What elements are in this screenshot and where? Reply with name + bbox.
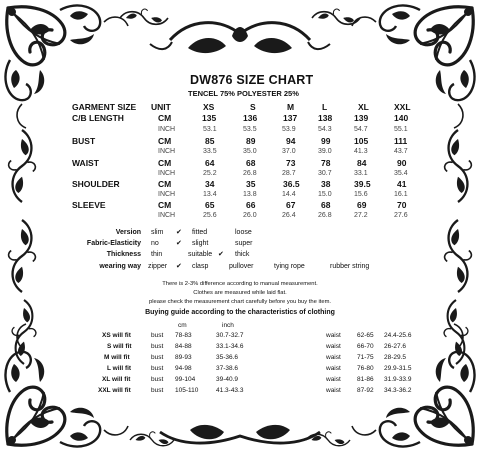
cell-inch: 28.7 (282, 170, 296, 177)
size-header-s: S (250, 102, 256, 112)
cell-inch: 26.0 (243, 212, 257, 219)
attr-option: slim (151, 229, 164, 236)
guide-waist-cm: 81-86 (357, 376, 374, 383)
attr-option: rubber string (330, 263, 370, 270)
cell-inch: 55.1 (394, 126, 408, 133)
guide-waist-cm: 66-70 (357, 343, 374, 350)
size-header-xs: XS (203, 102, 215, 112)
row-label-sleeve: SLEEVE (72, 200, 106, 210)
cell-inch: 30.7 (318, 170, 332, 177)
cell-cm: 135 (202, 113, 217, 123)
guide-waist-inch: 34.3-36.2 (384, 387, 412, 394)
cell-cm: 78 (321, 158, 331, 168)
attr-option: zipper (148, 263, 168, 270)
cell-cm: 69 (357, 200, 367, 210)
cell-cm: 70 (397, 200, 407, 210)
guide-bust-label: bust (151, 332, 164, 339)
cell-inch: 53.5 (243, 126, 257, 133)
unit-inch: INCH (158, 191, 176, 198)
cell-cm: 105 (354, 136, 369, 146)
guide-waist-label: waist (326, 343, 341, 350)
guide-bust-label: bust (151, 387, 164, 394)
cell-cm: 140 (394, 113, 409, 123)
cell-inch: 53.9 (282, 126, 296, 133)
cell-inch: 25.6 (203, 212, 217, 219)
attr-label-fabric-elasticity: Fabric-Elasticity (86, 240, 141, 247)
guide-size: M will fit (104, 354, 130, 361)
cell-cm: 35 (246, 179, 256, 189)
row-label-waist: WAIST (72, 158, 99, 168)
cell-cm: 65 (205, 200, 215, 210)
guide-bust-cm: 94-98 (175, 365, 192, 372)
guide-bust-inch: 41.3-43.3 (216, 387, 244, 394)
guide-bust-inch: 37-38.6 (216, 365, 239, 372)
cell-inch: 41.3 (354, 148, 368, 155)
cell-cm: 68 (246, 158, 256, 168)
guide-size: XL will fit (102, 376, 131, 383)
cell-cm: 94 (286, 136, 296, 146)
page-title: DW876 SIZE CHART (190, 73, 314, 87)
unit-inch: INCH (158, 126, 176, 133)
cell-inch: 35.4 (394, 170, 408, 177)
cell-cm: 139 (354, 113, 369, 123)
guide-header-inch: inch (222, 322, 234, 329)
guide-waist-inch: 29.9-31.5 (384, 365, 412, 372)
cell-cm: 85 (205, 136, 215, 146)
cell-inch: 15.6 (354, 191, 368, 198)
cell-inch: 35.0 (243, 148, 257, 155)
cell-cm: 64 (205, 158, 215, 168)
row-label-cb-length: C/B LENGTH (72, 113, 124, 123)
attr-option: super (235, 240, 253, 247)
cell-cm: 84 (357, 158, 367, 168)
check-icon: ✔ (176, 229, 182, 236)
guide-waist-label: waist (326, 376, 341, 383)
guide-bust-cm: 105-110 (175, 387, 199, 394)
attr-option: thin (151, 251, 163, 258)
attr-label-wearing-way: wearing way (99, 263, 141, 270)
cell-inch: 27.2 (354, 212, 368, 219)
guide-waist-inch: 28-29.5 (384, 354, 407, 361)
cell-inch: 13.4 (203, 191, 217, 198)
cell-cm: 39.5 (354, 179, 371, 189)
attr-option: suitable (188, 251, 213, 258)
guide-bust-inch: 39-40.9 (216, 376, 239, 383)
cell-cm: 41 (397, 179, 407, 189)
guide-bust-cm: 99-104 (175, 376, 196, 383)
cell-cm: 36.5 (283, 179, 300, 189)
unit-cm: CM (158, 158, 172, 168)
unit-inch: INCH (158, 148, 176, 155)
unit-cm: CM (158, 179, 172, 189)
cell-cm: 73 (286, 158, 296, 168)
cell-inch: 16.1 (394, 191, 408, 198)
cell-inch: 43.7 (394, 148, 408, 155)
guide-waist-inch: 24.4-25.6 (384, 332, 412, 339)
guide-waist-label: waist (326, 387, 341, 394)
unit-inch: INCH (158, 170, 176, 177)
cell-inch: 15.0 (318, 191, 332, 198)
cell-inch: 54.7 (354, 126, 368, 133)
note-check-chart: please check the measurement chart carefully before you buy the item. (148, 299, 332, 305)
cell-cm: 38 (321, 179, 331, 189)
row-label-bust: BUST (72, 136, 96, 146)
guide-waist-cm: 71-75 (357, 354, 374, 361)
attr-label-thickness: Thickness (106, 251, 141, 258)
cell-cm: 138 (318, 113, 333, 123)
guide-size: XXL will fit (98, 387, 131, 394)
guide-waist-inch: 26-27.6 (384, 343, 407, 350)
cell-inch: 39.0 (318, 148, 332, 155)
cell-inch: 54.3 (318, 126, 332, 133)
note-laid-flat: Clothes are measured while laid flat. (193, 290, 287, 296)
guide-bust-cm: 78-83 (175, 332, 192, 339)
check-icon: ✔ (218, 251, 224, 258)
attr-option: tying rope (274, 263, 305, 270)
guide-size: XS will fit (102, 332, 131, 339)
guide-bust-cm: 89-93 (175, 354, 192, 361)
attr-option: pullover (229, 263, 254, 270)
guide-waist-cm: 87-92 (357, 387, 374, 394)
guide-bust-inch: 30.7-32.7 (216, 332, 244, 339)
table-header-garment-size: GARMENT SIZE (72, 102, 137, 112)
check-icon: ✔ (176, 240, 182, 247)
unit-cm: CM (158, 113, 172, 123)
guide-bust-inch: 35-36.6 (216, 354, 239, 361)
attr-option: fitted (192, 229, 208, 236)
cell-cm: 90 (397, 158, 407, 168)
table-header-unit: UNIT (151, 102, 171, 112)
cell-inch: 14.4 (282, 191, 296, 198)
cell-cm: 67 (286, 200, 296, 210)
cell-inch: 26.4 (282, 212, 296, 219)
guide-size: S will fit (107, 343, 132, 350)
unit-inch: INCH (158, 212, 176, 219)
guide-bust-label: bust (151, 354, 164, 361)
cell-inch: 13.8 (243, 191, 257, 198)
cell-inch: 26.8 (243, 170, 257, 177)
buying-guide-title: Buying guide according to the characteristics of clothing (145, 309, 335, 316)
guide-waist-label: waist (326, 365, 341, 372)
unit-cm: CM (158, 136, 172, 146)
material-composition: TENCEL 75% POLYESTER 25% (188, 89, 299, 98)
cell-cm: 136 (243, 113, 258, 123)
cell-cm: 89 (246, 136, 256, 146)
unit-cm: CM (158, 200, 172, 210)
size-header-xl: XL (358, 102, 369, 112)
cell-cm: 34 (205, 179, 215, 189)
attr-option: slight (192, 240, 209, 247)
guide-waist-cm: 76-80 (357, 365, 374, 372)
guide-bust-cm: 84-88 (175, 343, 192, 350)
cell-inch: 25.2 (203, 170, 217, 177)
cell-cm: 99 (321, 136, 331, 146)
cell-cm: 68 (321, 200, 331, 210)
guide-waist-label: waist (326, 332, 341, 339)
size-header-m: M (287, 102, 295, 112)
cell-inch: 53.1 (203, 126, 217, 133)
attr-option: loose (235, 229, 252, 236)
guide-bust-label: bust (151, 376, 164, 383)
guide-header-cm: cm (178, 322, 187, 329)
note-difference: There is 2-3% difference according to manual measurement. (162, 281, 318, 287)
cell-inch: 27.6 (394, 212, 408, 219)
cell-cm: 66 (246, 200, 256, 210)
cell-cm: 111 (394, 136, 408, 146)
size-header-xxl: XXL (394, 102, 411, 112)
attr-option: thick (235, 251, 250, 258)
guide-waist-label: waist (326, 354, 341, 361)
cell-inch: 33.5 (203, 148, 217, 155)
cell-inch: 33.1 (354, 170, 368, 177)
guide-bust-inch: 33.1-34.6 (216, 343, 244, 350)
row-label-shoulder: SHOULDER (72, 179, 120, 189)
size-header-l: L (322, 102, 328, 112)
cell-inch: 26.8 (318, 212, 332, 219)
check-icon: ✔ (176, 263, 182, 270)
guide-waist-cm: 62-65 (357, 332, 374, 339)
guide-waist-inch: 31.9-33.9 (384, 376, 412, 383)
attr-option: clasp (192, 263, 209, 270)
attr-option: no (151, 240, 159, 247)
cell-cm: 137 (283, 113, 298, 123)
cell-inch: 37.0 (282, 148, 296, 155)
guide-size: L will fit (107, 365, 132, 372)
guide-bust-label: bust (151, 343, 164, 350)
guide-bust-label: bust (151, 365, 164, 372)
attr-label-version: Version (115, 229, 141, 236)
